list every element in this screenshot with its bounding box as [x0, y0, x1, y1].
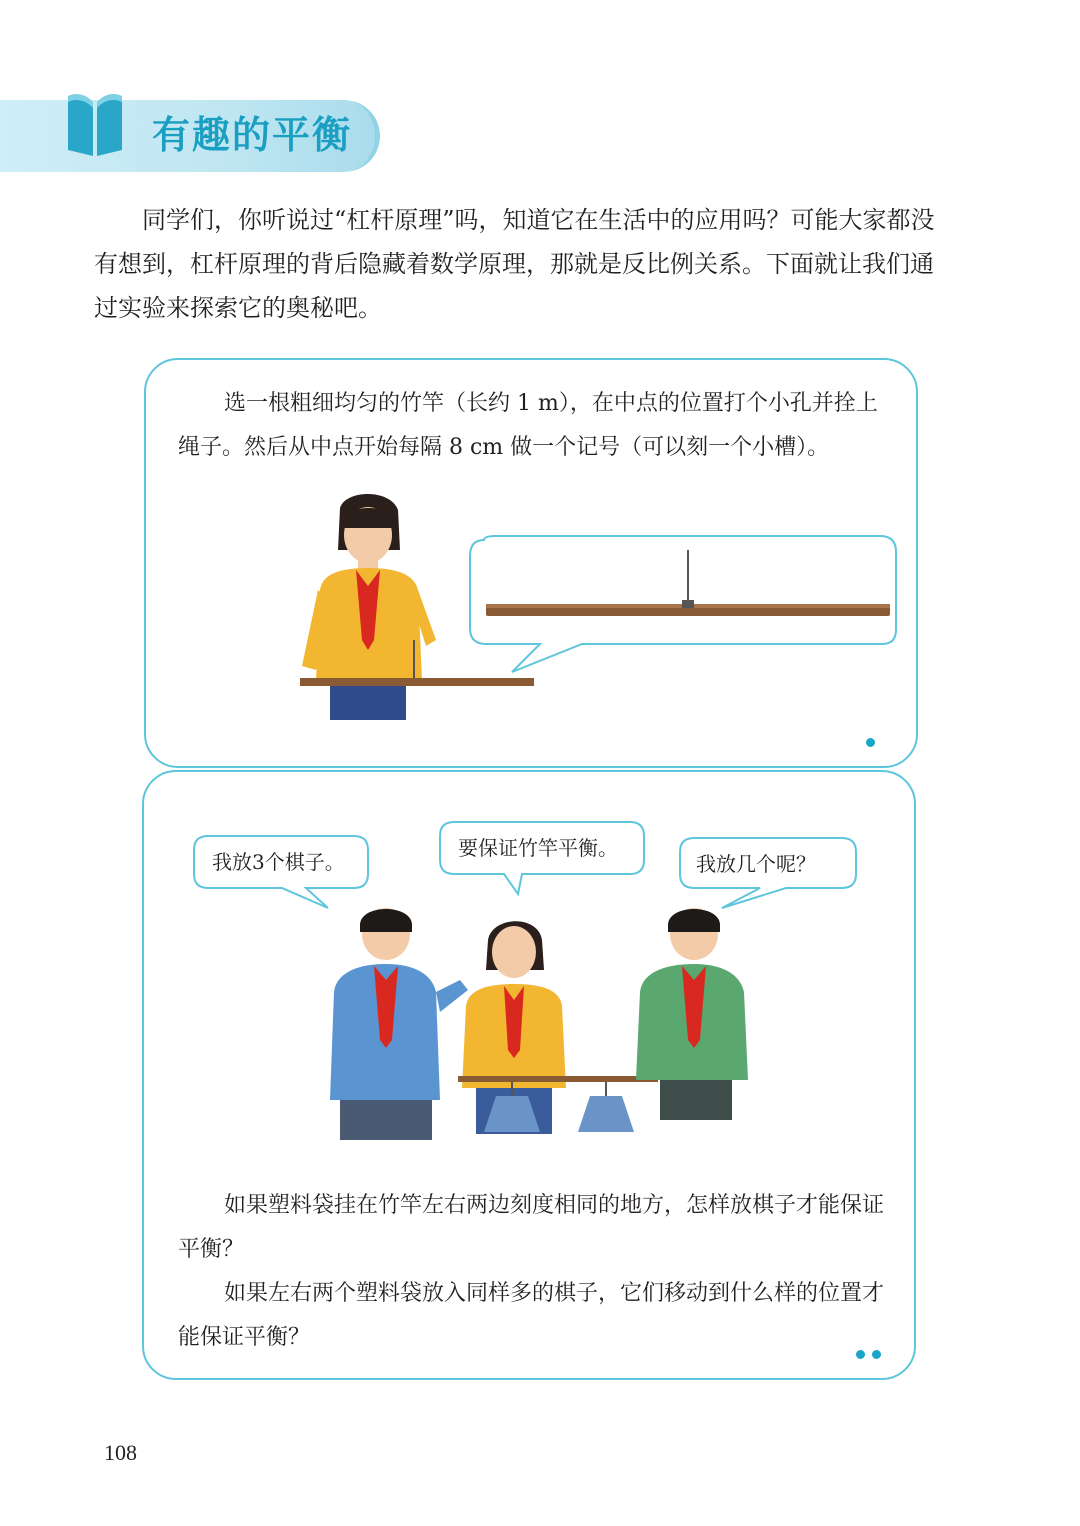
panel2-dot-1 — [856, 1350, 865, 1359]
bubble-text-middle: 要保证竹竿平衡。 — [458, 836, 618, 860]
girl-figure — [302, 494, 436, 720]
panel2-dot-2 — [872, 1350, 881, 1359]
panel1-dot — [866, 738, 875, 747]
book-icon — [64, 88, 126, 158]
question-2: 如果左右两个塑料袋放入同样多的棋子，它们移动到什么样的位置才能保证平衡？ — [178, 1281, 885, 1350]
bubble-text-left: 我放3个棋子。 — [212, 850, 345, 874]
question-1: 如果塑料袋挂在竹竿左右两边刻度相同的地方，怎样放棋子才能保证平衡？ — [178, 1193, 885, 1262]
boy-green-figure — [636, 908, 748, 1120]
boy-blue-figure — [330, 908, 468, 1140]
panel1-illustration — [290, 490, 910, 730]
page-number: 108 — [104, 1440, 137, 1465]
bubble-text-right: 我放几个呢？ — [696, 852, 816, 876]
panel1-instruction: 选一根粗细均匀的竹竿（长约 1 m），在中点的位置打个小孔并拴上绳子。然后从中点开始每隔 8 cm 做一个记号（可以刻一个小槽）。 — [178, 391, 878, 460]
intro-paragraph: 同学们，你听说过“杠杆原理”吗，知道它在生活中的应用吗？可能大家都没有想到，杠杆原理的背后隐藏着数学原理，那就是反比例关系。下面就让我们通过实验来探索它的奥秘吧。 — [94, 206, 935, 322]
page-title: 有趣的平衡 — [152, 112, 353, 157]
panel2-illustration — [300, 900, 860, 1150]
